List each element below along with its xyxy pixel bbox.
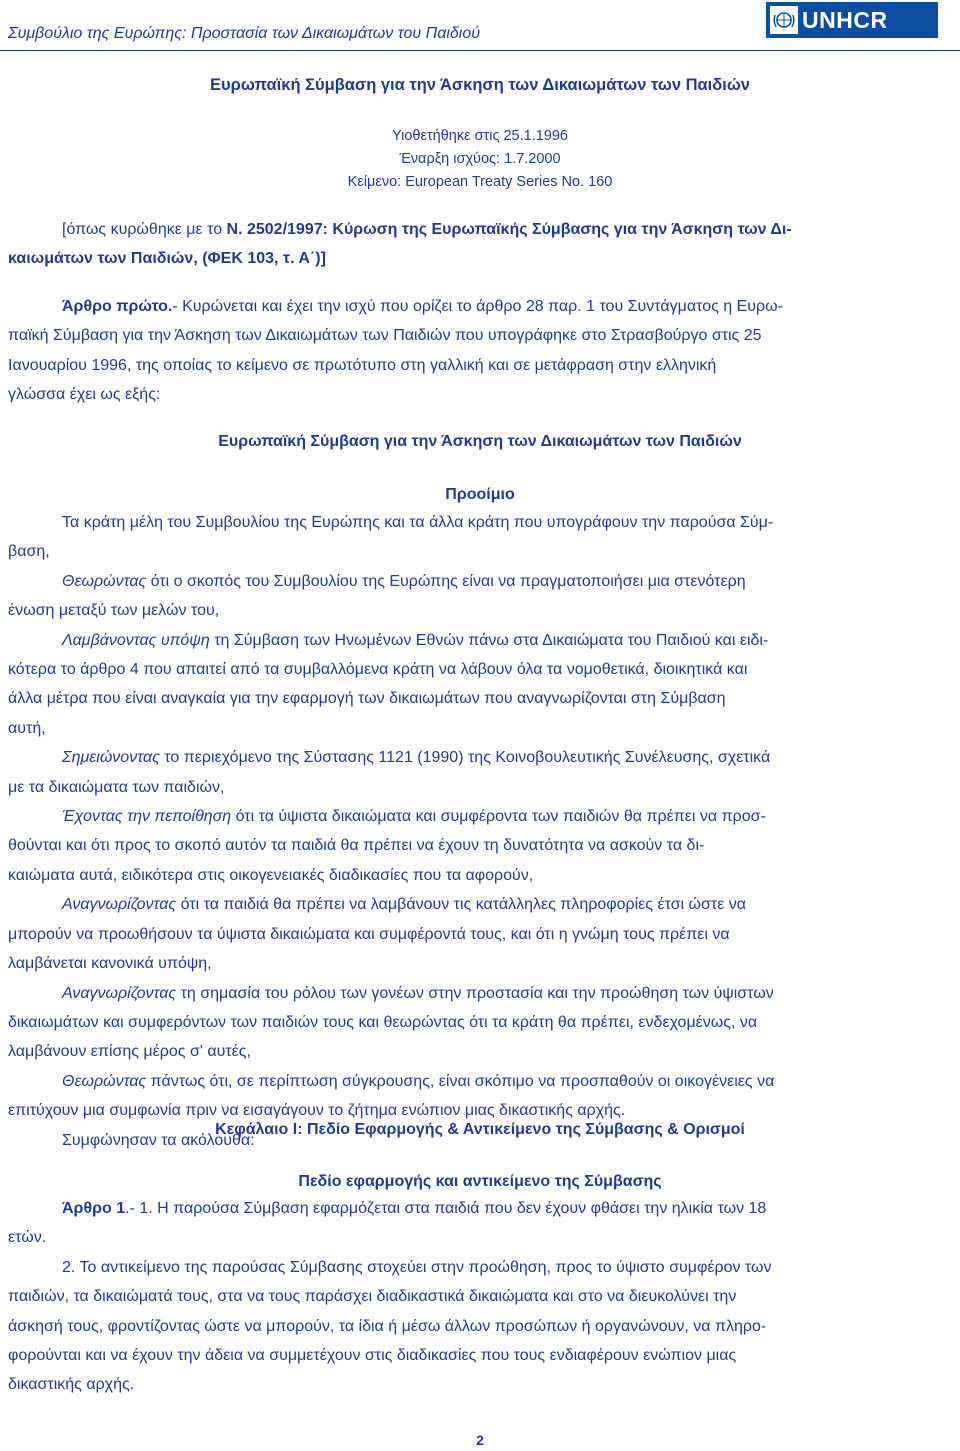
preamble-p8-em: Θεωρώντας	[62, 1072, 147, 1090]
preamble-p3-l1: τη Σύμβαση των Ηνωμένων Εθνών πάνω στα Δικαιώματα του Παιδιού και ειδι-	[209, 631, 769, 649]
page-number: 2	[476, 1432, 484, 1448]
preamble-p7-em: Αναγνωρίζοντας	[62, 984, 177, 1002]
article-first-line-4: γλώσσα έχει ως εξής:	[8, 386, 161, 404]
preamble-p5-l1: ότι τα ύψιστα δικαιώματα και συμφέροντα των παιδιών θα πρέπει να προσ-	[231, 808, 766, 826]
unhcr-logo	[766, 2, 938, 38]
preamble-p1-l1: Τα κράτη μέλη του Συμβουλίου της Ευρώπης και τα άλλα κράτη που υπογράφουν την παρούσα Σύμ-	[62, 514, 774, 531]
preamble-p6-em: Αναγνωρίζοντας	[62, 896, 177, 914]
preamble-p4-l1: το περιεχόμενο της Σύστασης 1121 (1990) της Κοινοβουλευτικής Συνέλευσης, σχετικά	[159, 749, 771, 767]
preamble-p8-l2: επιτύχουν μια συμφωνία πριν να εισαγάγουν το ζήτημα ενώπιον μιας δικαστικής αρχής.	[8, 1102, 626, 1120]
preamble-p6-l2: μπορούν να προωθήσουν τα ύψιστα δικαιώματα και συμφέροντά τους, και ότι η γνώμη τους πρέπει να	[8, 925, 730, 943]
preamble-p3-l2: κότερα το άρθρο 4 που απαιτεί από τα συμβαλλόμενα κράτη να λάβουν όλα τα νομοθετικά, διοικητικά και	[8, 661, 748, 679]
meta-adopted: Υιοθετήθηκε στις 25.1.1996	[391, 128, 569, 144]
ratification-prefix: [όπως κυρώθηκε με το	[62, 221, 227, 238]
preamble-p4-em: Σημειώνοντας	[62, 749, 160, 767]
article-1	[8, 1194, 952, 1400]
preamble-p1-l2: βαση,	[8, 543, 50, 561]
preamble-p2-em: Θεωρώντας	[62, 572, 147, 590]
preamble-p3-l4: αυτή,	[8, 719, 46, 737]
preamble-p7-l3: λαμβάνουν επίσης μέρος σ' αυτές,	[8, 1043, 251, 1061]
logo-text: UNHCR	[802, 7, 888, 33]
article-1-a1-l2: ετών.	[8, 1229, 47, 1247]
preamble-p6-l3: λαμβάνεται κανονικά υπόψη,	[8, 955, 212, 973]
preamble-p2-l2: ένωση μεταξύ των μελών του,	[8, 602, 220, 620]
article-1-a1-l1: .- 1. Η παρούσα Σύμβαση εφαρμόζεται στα παιδιά που δεν έχουν φθάσει την ηλικία των 18	[125, 1200, 767, 1217]
header-divider	[0, 50, 960, 51]
preamble-p9: Συμφώνησαν τα ακόλουθα:	[62, 1131, 255, 1149]
preamble-p5-em: Έχοντας την πεποίθηση	[62, 808, 232, 826]
document-title: Ευρωπαϊκή Σύμβαση για την Άσκηση των Δικαιωμάτων των Παιδιών	[210, 76, 750, 94]
article-first-heading: Άρθρο πρώτο.	[62, 298, 173, 315]
article-1-a2-l1: 2. Το αντικείμενο της παρούσας Σύμβασης στοχεύει στην προώθηση, προς το ύψιστο συμφέρον των	[62, 1258, 772, 1276]
preamble-body	[8, 508, 952, 1155]
preamble-p2-l1: ότι ο σκοπός του Συμβουλίου της Ευρώπης είναι να πραγματοποιήσει μια στενότερη	[146, 572, 746, 590]
preamble-p6-l1: ότι τα παιδιά θα πρέπει να λαμβάνουν τις κατάλληλες πληροφορίες έτσι ώστε να	[176, 896, 747, 914]
ratification-law-cont: καιωμάτων των Παιδιών, (ΦΕΚ 103, τ. Α΄)]	[8, 250, 326, 268]
article-first	[8, 292, 952, 410]
section-title: Πεδίο εφαρμογής και αντικείμενο της Σύμβασης	[298, 1173, 662, 1190]
article-1-a2-l2: παιδιών, τα δικαιώματά τους, στα να τους παράσχει διαδικαστικά δικαιώματα και στο να διευκολύνει την	[8, 1288, 737, 1306]
preamble-p7-l1: τη σημασία του ρόλου των γονέων στην προστασία και την προώθηση των ύψιστων	[176, 984, 774, 1002]
article-1-a2-l4: φορούνται και να έχουν την άδεια να συμμετέχουν στις διαδικασίες που τους ενδιαφέρουν ενώπιον μιας	[8, 1347, 737, 1365]
preamble-p3-em: Λαμβάνοντας υπόψη	[62, 631, 210, 649]
preamble-heading: Προοίμιο	[445, 486, 515, 503]
ratification-note	[8, 215, 952, 274]
preamble-p3-l3: άλλα μέτρα που είναι αναγκαία για την εφαρμογή των δικαιωμάτων που αναγνωρίζονται στη Σύμβαση	[8, 690, 726, 708]
article-1-heading: Άρθρο 1	[62, 1200, 126, 1217]
preamble-p5-l3: καιώματα αυτά, ειδικότερα στις οικογενειακές διαδικασίες που τα αφορούν,	[8, 866, 534, 884]
convention-title: Ευρωπαϊκή Σύμβαση για την Άσκηση των Δικαιωμάτων των Παιδιών	[218, 433, 742, 450]
un-emblem-icon	[770, 6, 798, 34]
article-first-line-2: παϊκή Σύμβαση για την Άσκηση των Δικαιωμάτων των Παιδιών που υπογράφηκε στο Στρασβούργο στις 25	[8, 327, 762, 345]
preamble-p5-l2: θούνται και ότι προς το σκοπό αυτόν τα παιδιά θα πρέπει να έχουν τη δυνατότητα να ασκούν τα δι-	[8, 837, 705, 855]
meta-in-force: Έναρξη ισχύος: 1.7.2000	[399, 151, 561, 167]
article-first-line-1: - Κυρώνεται και έχει την ισχύ που ορίζει το άρθρο 28 παρ. 1 του Συντάγματος η Ευρω-	[172, 298, 783, 315]
preamble-p7-l2: δικαιωμάτων και συμφερόντων των παιδιών τους και θεωρώντας ότι τα κράτη θα πρέπει, ενδεχομένως, να	[8, 1013, 758, 1031]
article-first-line-3: Ιανουαρίου 1996, της οποίας το κείμενο σε πρωτότυπο στη γαλλική και σε μετάφραση στην ελληνική	[8, 356, 717, 374]
ratification-law: Ν. 2502/1997: Κύρωση της Ευρωπαϊκής Σύμβασης για την Άσκηση των Δι-	[226, 221, 792, 238]
article-1-a2-l5: δικαστικής αρχής.	[8, 1376, 135, 1394]
preamble-p8-l1: πάντως ότι, σε περίπτωση σύγκρουσης, είναι σκόπιμο να προσπαθούν οι οικογένειες να	[146, 1072, 775, 1090]
header-title: Συμβούλιο της Ευρώπης: Προστασία των Δικαιωμάτων του Παιδιού	[8, 25, 481, 42]
meta-text: Κείμενο: European Treaty Series No. 160	[347, 174, 613, 190]
article-1-a2-l3: άσκησή τους, φροντίζοντας ώστε να μπορούν, τα ίδια ή μέσω άλλων προσώπων ή οργανώνουν, να πληρο-	[8, 1317, 767, 1335]
preamble-p4-l2: με τα δικαιώματα των παιδιών,	[8, 778, 225, 796]
chapter-title: Κεφάλαιο I: Πεδίο Εφαρμογής & Αντικείμενο της Σύμβασης & Ορισμοί	[215, 1121, 745, 1138]
